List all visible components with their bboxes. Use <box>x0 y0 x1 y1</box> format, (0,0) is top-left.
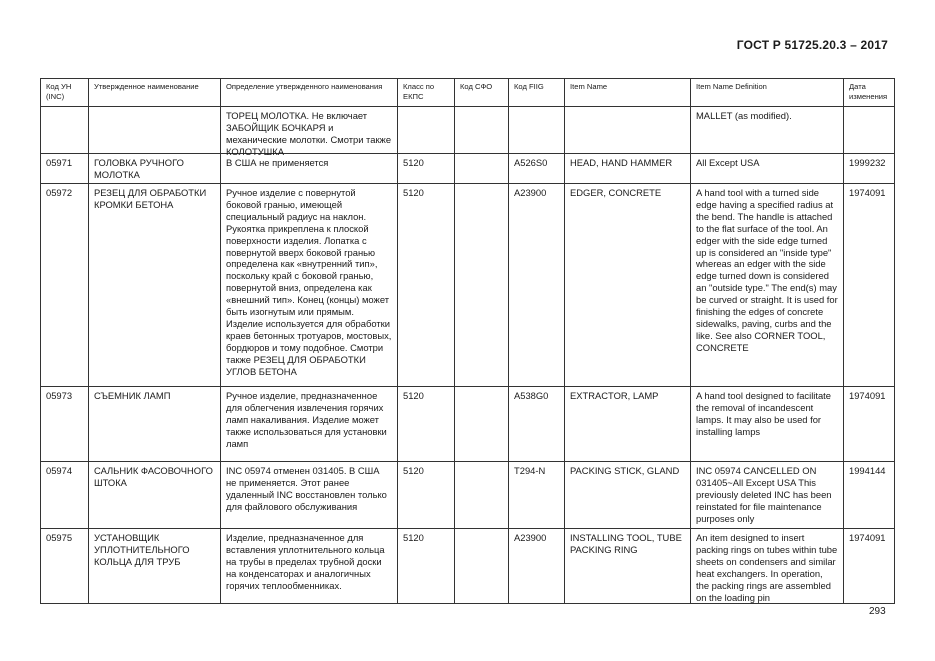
cell-date: 1994144 <box>844 462 895 529</box>
cell-definition: Ручное изделие с повернутой боковой гранью, имеющей специальный радиус на наклон. Рукоятка прикреплена к плоской поверхности изделия. Лопатка с повернутой вверх боковой гранью определена как «внутренний тип», поскольку край с боковой гранью, повернутой вниз, определена как «внешний тип». Конец (концы) может быть изогнутым или прямым. Изделие используется для обработки краев бетонных тротуаров, мостовых, бордюров и тому подобное. Смотри также РЕЗЕЦ ДЛЯ ОБРАБОТКИ УГЛОВ БЕТОНА <box>221 184 398 387</box>
cell-code: 05974 <box>41 462 89 529</box>
cell-item-name <box>565 107 691 154</box>
cell-item-name: INSTALLING TOOL, TUBE PACKING RING <box>565 529 691 604</box>
cell-item-name: HEAD, HAND HAMMER <box>565 154 691 184</box>
cell-fiig: T294-N <box>509 462 565 529</box>
page-number: 293 <box>869 606 886 617</box>
cell-name: САЛЬНИК ФАСОВОЧНОГО ШТОКА <box>89 462 221 529</box>
cell-code: 05975 <box>41 529 89 604</box>
cell-code <box>41 107 89 154</box>
table-header-row <box>41 79 895 107</box>
cell-item-definition: A hand tool designed to facilitate the removal of incandescent lamps. It may also be used for installing lamps <box>691 387 844 462</box>
column-header: Класс по ЕКПС <box>398 79 455 107</box>
cell-class: 5120 <box>398 184 455 387</box>
cell-sfo <box>455 387 509 462</box>
table-row <box>41 529 895 604</box>
column-header: Утвержденное наименование <box>89 79 221 107</box>
table-row <box>41 184 895 387</box>
column-header: Дата изменения <box>844 79 895 107</box>
cell-item-definition: All Except USA <box>691 154 844 184</box>
cell-date: 1974091 <box>844 184 895 387</box>
cell-code: 05972 <box>41 184 89 387</box>
cell-code: 05971 <box>41 154 89 184</box>
cell-item-name: EDGER, CONCRETE <box>565 184 691 387</box>
cell-fiig: A538G0 <box>509 387 565 462</box>
cell-definition: INC 05974 отменен 031405. В США не применяется. Этот ранее удаленный INC восстановлен только для файлового обслуживания <box>221 462 398 529</box>
cell-sfo <box>455 529 509 604</box>
cell-definition: Изделие, предназначенное для вставления уплотнительного кольца на трубы в пределах трубной доски на конденсаторах и аналогичных горячих теплообменниках. <box>221 529 398 604</box>
cell-code: 05973 <box>41 387 89 462</box>
cell-sfo <box>455 462 509 529</box>
cell-fiig <box>509 107 565 154</box>
cell-name: ГОЛОВКА РУЧНОГО МОЛОТКА <box>89 154 221 184</box>
column-header: Item Name Definition <box>691 79 844 107</box>
cell-date: 1974091 <box>844 387 895 462</box>
column-header: Код СФО <box>455 79 509 107</box>
cell-item-name: PACKING STICK, GLAND <box>565 462 691 529</box>
cell-class: 5120 <box>398 529 455 604</box>
cell-item-definition <box>691 529 844 604</box>
column-header: Item Name <box>565 79 691 107</box>
item-definition-text: An item designed to insert packing rings on tubes within tube sheets on condensers and similar heat exchangers. In operation, the packing rings are assembled on the loading pin <box>696 532 838 603</box>
document-title: ГОСТ Р 51725.20.3 – 2017 <box>736 38 888 52</box>
column-header: Код FIIG <box>509 79 565 107</box>
cell-date: 1999232 <box>844 154 895 184</box>
table-row <box>41 107 895 154</box>
cell-item-name: EXTRACTOR, LAMP <box>565 387 691 462</box>
table-row <box>41 387 895 462</box>
cell-class: 5120 <box>398 154 455 184</box>
cell-date: 1974091 <box>844 529 895 604</box>
cell-fiig: A23900 <box>509 184 565 387</box>
cell-sfo <box>455 107 509 154</box>
cell-definition <box>221 107 398 157</box>
cell-name: РЕЗЕЦ ДЛЯ ОБРАБОТКИ КРОМКИ БЕТОНА <box>89 184 221 387</box>
cell-fiig: A23900 <box>509 529 565 604</box>
inc-table <box>40 78 895 604</box>
definition-text: ТОРЕЦ МОЛОТКА. Не включает ЗАБОЙЩИК БОЧКАРЯ и механические молотки. Смотри также КОЛОТУШКА <box>226 110 392 157</box>
cell-item-definition: INC 05974 CANCELLED ON 031405~All Except USA This previously deleted INC has been reinstated for file maintenance purposes only <box>691 462 844 529</box>
cell-item-definition: MALLET (as modified). <box>691 107 844 154</box>
cell-fiig: A526S0 <box>509 154 565 184</box>
cell-item-definition: A hand tool with a turned side edge having a specified radius at the bend. The handle is attached to the flat surface of the tool. An edger with the side edge turned up is considered an "inside type" whereas an edger with the side edge turned down is considered an "outside type." The end(s) may be curved or straight. It is used for finishing the edges of concrete sidewalks, paving, curbs and the like. See also CORNER TOOL, CONCRETE <box>691 184 844 387</box>
cell-class <box>398 107 455 154</box>
column-header: Определение утвержденного наименования <box>221 79 398 107</box>
cell-class: 5120 <box>398 462 455 529</box>
cell-name: СЪЕМНИК ЛАМП <box>89 387 221 462</box>
cell-name: УСТАНОВЩИК УПЛОТНИТЕЛЬНОГО КОЛЬЦА ДЛЯ ТРУБ <box>89 529 221 604</box>
table-row <box>41 154 895 184</box>
cell-definition: В США не применяется <box>221 154 398 184</box>
cell-definition: Ручное изделие, предназначенное для облегчения извлечения горячих ламп накаливания. Изделие может также использоваться для установки ламп <box>221 387 398 462</box>
cell-sfo <box>455 154 509 184</box>
column-header: Код УН (INC) <box>41 79 89 107</box>
cell-class: 5120 <box>398 387 455 462</box>
cell-sfo <box>455 184 509 387</box>
table-row <box>41 462 895 529</box>
cell-date <box>844 107 895 154</box>
cell-name <box>89 107 221 154</box>
